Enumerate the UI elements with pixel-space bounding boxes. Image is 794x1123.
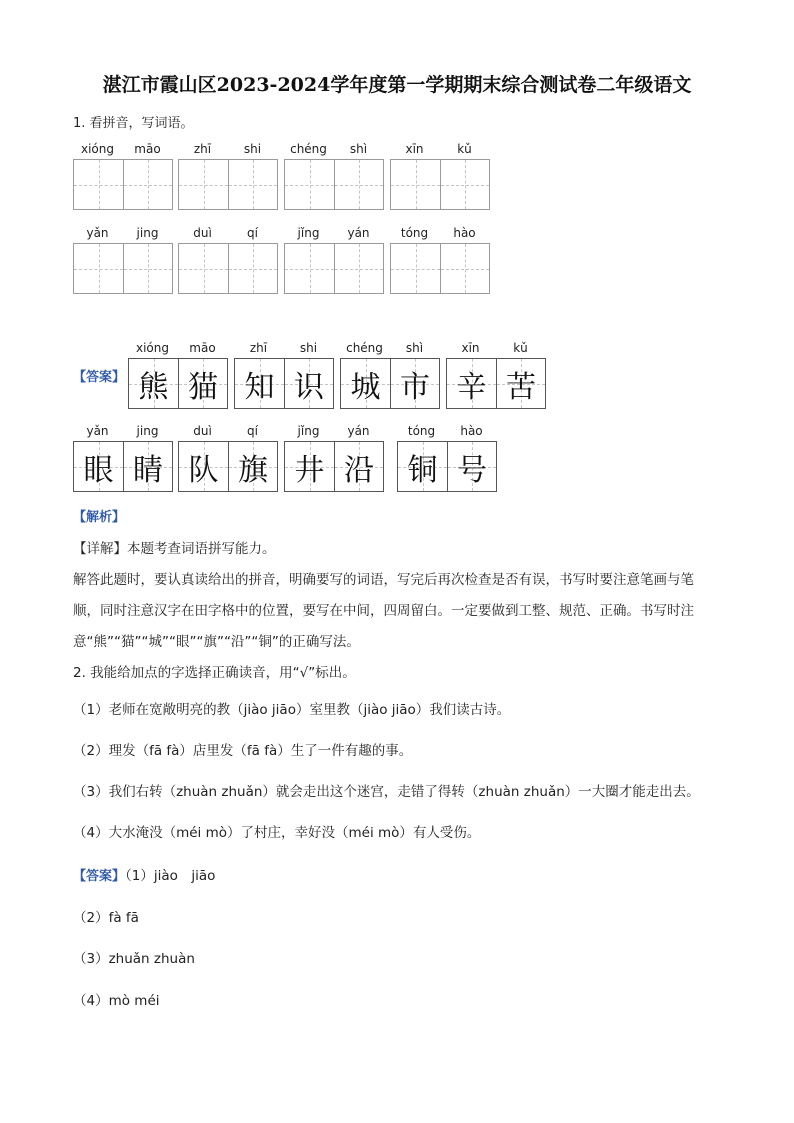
q1-answer-character: 识 <box>294 369 324 405</box>
q1-pinyin: yǎn <box>86 226 109 240</box>
q1-grid-cell[interactable] <box>334 160 383 209</box>
q1-answer-pinyin: jǐng <box>297 424 320 438</box>
q1-answer-grid-cell <box>228 442 277 491</box>
q1-answer-grid-cell <box>496 359 545 408</box>
q1-answer-grid-cell <box>447 442 496 491</box>
q1-answer-pinyin: hào <box>460 424 483 438</box>
q1-answer-character: 队 <box>188 452 219 488</box>
q1-grid-cell[interactable] <box>179 244 228 293</box>
q1-answer-tianzige <box>73 441 173 492</box>
q1-pinyin: jǐng <box>297 226 320 240</box>
q1-tianzige <box>73 243 173 294</box>
q2-item-1: （1）老师在宽敞明亮的教（jiào jiāo）室里教（jiào jiāo）我们读古诗。 <box>73 702 511 718</box>
q1-answer-pinyin: xióng <box>136 341 169 355</box>
q1-grid-cell[interactable] <box>285 160 334 209</box>
q1-answer-character: 号 <box>457 452 487 488</box>
q1-answer-character: 沿 <box>344 452 374 488</box>
q1-answer-character: 知 <box>244 369 275 405</box>
q2-answer-tag: 【答案】 <box>73 869 126 884</box>
q1-pinyin: qí <box>247 226 258 240</box>
q1-explain-line-3: 意“熊”“猫”“城”“眼”“旗”“沿”“铜”的正确写法。 <box>73 634 360 650</box>
q1-answer-character: 铜 <box>407 452 438 488</box>
q1-pinyin: duì <box>193 226 212 240</box>
q1-pinyin: yán <box>347 226 370 240</box>
q1-tianzige <box>178 243 278 294</box>
q1-answer-grid-cell <box>284 359 333 408</box>
q1-answer-character: 猫 <box>188 369 218 405</box>
q1-grid-cell[interactable] <box>228 244 277 293</box>
q1-tianzige <box>284 243 384 294</box>
q1-answer-grid-cell <box>334 442 383 491</box>
q1-analysis-tag: 【解析】 <box>73 510 126 525</box>
q1-answer-pinyin: tóng <box>407 424 436 438</box>
q1-answer-grid-cell <box>398 442 447 491</box>
q1-grid-cell[interactable] <box>334 244 383 293</box>
q1-answer-pinyin: xīn <box>461 341 480 355</box>
q1-detail-tag: 【详解】 <box>73 541 127 557</box>
q1-grid-cell[interactable] <box>391 244 440 293</box>
q1-answer-pinyin: kǔ <box>513 341 528 355</box>
q2-answer-1: （1）jiào jiāo <box>125 868 216 884</box>
q1-answer-character: 旗 <box>238 452 268 488</box>
q2-answer-line-1 <box>73 864 215 884</box>
q1-prompt: 1. 看拼音，写词语。 <box>73 116 194 131</box>
q1-pinyin: chéng <box>290 142 327 156</box>
q1-tianzige <box>284 159 384 210</box>
q1-answer-grid-cell <box>447 359 496 408</box>
q1-pinyin: māo <box>134 142 161 156</box>
q1-answer-grid-cell <box>179 442 228 491</box>
q1-answer-character: 城 <box>350 369 381 405</box>
q1-answer-pinyin: qí <box>247 424 258 438</box>
q1-tianzige <box>390 243 490 294</box>
q1-answer-character: 眼 <box>83 452 114 488</box>
q2-answer-3: （3）zhuǎn zhuàn <box>73 951 195 967</box>
q1-grid-cell[interactable] <box>285 244 334 293</box>
q1-grid-cell[interactable] <box>179 160 228 209</box>
q1-answer-character: 苦 <box>506 369 536 405</box>
q1-answer-grid-cell <box>123 442 172 491</box>
q2-item-4: （4）大水淹没（méi mò）了村庄，幸好没（méi mò）有人受伤。 <box>73 825 481 841</box>
q1-explain-line-2: 顺，同时注意汉字在田字格中的位置，要写在中间，四周留白。一定要做到工整、规范、正确。书写时注 <box>73 603 694 619</box>
q1-answer-tianzige <box>178 441 278 492</box>
q1-pinyin: shi <box>243 142 262 156</box>
q1-answer-pinyin: zhī <box>249 341 268 355</box>
q1-grid-cell[interactable] <box>74 160 123 209</box>
q1-answer-grid-cell <box>235 359 284 408</box>
q1-pinyin: zhī <box>193 142 212 156</box>
q2-answer-4: （4）mò méi <box>73 993 160 1009</box>
q1-answer-tianzige <box>340 358 440 409</box>
q1-grid-cell[interactable] <box>123 244 172 293</box>
q1-answer-pinyin: yǎn <box>86 424 109 438</box>
q2-prompt: 2. 我能给加点的字选择正确读音，用“√”标出。 <box>73 665 356 681</box>
q1-pinyin: jing <box>136 226 159 240</box>
q1-pinyin: xióng <box>81 142 114 156</box>
q1-explain-line-1: 解答此题时，要认真读给出的拼音，明确要写的词语，写完后再次检查是否有误，书写时要注意笔画与笔 <box>73 572 694 588</box>
q2-item-3: （3）我们右转（zhuàn zhuǎn）就会走出这个迷宫，走错了得转（zhuàn zhuǎn）一大圈才能走出去。 <box>73 784 700 800</box>
q1-tianzige <box>73 159 173 210</box>
q1-answer-tianzige <box>397 441 497 492</box>
q1-answer-pinyin: shì <box>405 341 424 355</box>
q1-answer-pinyin: māo <box>189 341 216 355</box>
q1-detail-text: 本题考查词语拼写能力。 <box>127 541 276 557</box>
q1-grid-cell[interactable] <box>440 244 489 293</box>
q1-pinyin: shì <box>349 142 368 156</box>
q1-answer-pinyin: shi <box>299 341 318 355</box>
q1-answer-grid-cell <box>74 442 123 491</box>
q1-answer-pinyin: duì <box>193 424 212 438</box>
q1-answer-grid-cell <box>390 359 439 408</box>
q1-grid-cell[interactable] <box>440 160 489 209</box>
page-title: 湛江市霞山区2023-2024学年度第一学期期末综合测试卷二年级语文 <box>102 74 692 96</box>
q1-answer-pinyin: jing <box>136 424 159 438</box>
q1-tianzige <box>390 159 490 210</box>
q1-answer-grid-cell <box>341 359 390 408</box>
q1-answer-character: 熊 <box>138 369 169 405</box>
q1-answer-tianzige <box>128 358 228 409</box>
q1-answer-grid-cell <box>129 359 178 408</box>
q2-item-2: （2）理发（fā fà）店里发（fā fà）生了一件有趣的事。 <box>73 743 413 759</box>
q1-pinyin: xīn <box>405 142 424 156</box>
q1-grid-cell[interactable] <box>391 160 440 209</box>
q1-tianzige <box>178 159 278 210</box>
q1-answer-character: 井 <box>294 452 325 488</box>
q1-answer-grid-cell <box>285 442 334 491</box>
q1-answer-pinyin: chéng <box>346 341 383 355</box>
q1-answer-grid-cell <box>178 359 227 408</box>
q1-grid-cell[interactable] <box>228 160 277 209</box>
q1-answer-pinyin: yán <box>347 424 370 438</box>
q1-answer-character: 睛 <box>133 452 163 488</box>
q1-answer-tag: 【答案】 <box>73 370 126 385</box>
q1-answer-tianzige <box>284 441 384 492</box>
q1-answer-tianzige <box>234 358 334 409</box>
q1-grid-cell[interactable] <box>123 160 172 209</box>
q1-pinyin: hào <box>453 226 476 240</box>
q1-answer-character: 辛 <box>456 369 487 405</box>
q1-answer-tianzige <box>446 358 546 409</box>
q1-detail-line <box>73 537 276 557</box>
q1-pinyin: tóng <box>400 226 429 240</box>
q1-grid-cell[interactable] <box>74 244 123 293</box>
q2-answer-2: （2）fà fā <box>73 910 139 926</box>
q1-answer-character: 市 <box>400 369 430 405</box>
q1-pinyin: kǔ <box>457 142 472 156</box>
